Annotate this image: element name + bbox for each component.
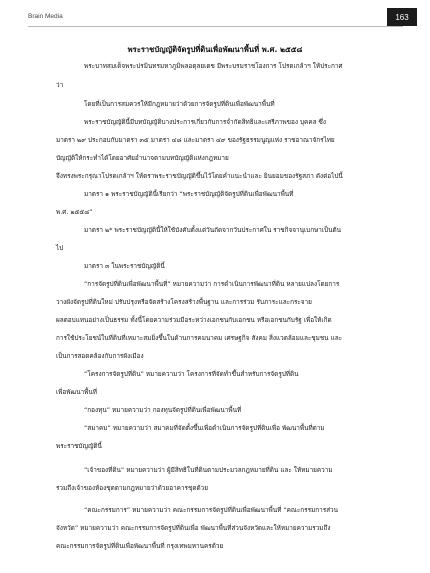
paragraph-line: “เจ้าของที่ดิน” หมายความว่า ผู้มีสิทธิในที่ดินตามประมวลกฎหมายที่ดิน และ ให้หมายความ xyxy=(84,466,333,474)
paragraph-line: ว่า xyxy=(56,81,64,89)
paragraph-line: มาตรา ๓ ในพระราชบัญญัตินี้ xyxy=(84,262,165,270)
paragraph-line: เป็นการสอดคล้องกับการผังเมือง xyxy=(56,352,144,360)
paragraph-line: พระราชบัญญัตินี้ xyxy=(56,442,102,450)
paragraph-line: บัญญัติให้กระทำได้โดยอาศัยอำนาจตามบทบัญญัติแห่งกฎหมาย xyxy=(56,154,229,162)
paragraph-line: “คณะกรรมการ” หมายความว่า คณะกรรมการจัดรูปที่ดินเพื่อพัฒนาพื้นที่ “คณะกรรมการส่วน xyxy=(84,506,338,514)
paragraph-line: มาตรา ๑ พระราชบัญญัตินี้เรียกว่า “พระราชบัญญัติจัดรูปที่ดินเพื่อพัฒนาพื้นที่ xyxy=(84,190,294,198)
paragraph-line: คณะกรรมการจัดรูปที่ดินเพื่อพัฒนาพื้นที่ กรุงเทพมหานครด้วย xyxy=(56,542,224,550)
header-divider xyxy=(28,26,403,27)
paragraph-line: “สมาคม” หมายความว่า สมาคมที่จัดตั้งขึ้นเพื่อดำเนินการจัดรูปที่ดินเพื่อ พัฒนาพื้นที่ตาม xyxy=(84,424,325,432)
paragraph-line: จังหวัด” หมายความว่า คณะกรรมการจัดรูปที่ดินเพื่อ พัฒนาพื้นที่ส่วนจังหวัดและให้หมายความรวมถึง xyxy=(56,524,331,532)
paragraph-line: มาตรา ๒๙ ประกอบกับมาตรา ๓๕ มาตรา ๔๘ และมาตรา ๔๙ ของรัฐธรรมนูญแห่ง ราชอาณาจักรไทย xyxy=(56,136,335,144)
paragraph-line: รวมถึงเจ้าของห้องชุดตามกฎหมายว่าด้วยอาคารชุดด้วย xyxy=(56,484,208,492)
page-number-badge: 163 xyxy=(387,8,417,26)
paragraph-line: พ.ศ. ๒๕๕๘” xyxy=(56,208,93,216)
paragraph-line: ผลตอบแทนอย่างเป็นธรรม ทั้งนี้โดยความร่วมมือระหว่างเอกชนกับเอกชน หรือเอกชนกับรัฐ เพื่อให้เกิด xyxy=(56,316,332,324)
paragraph-line: เพื่อพัฒนาพื้นที่ xyxy=(56,388,97,396)
paragraph-line: โดยที่เป็นการสมควรให้มีกฎหมายว่าด้วยการจัดรูปที่ดินเพื่อพัฒนาพื้นที่ xyxy=(84,100,275,108)
paragraph-line: วางผังจัดรูปที่ดินใหม่ ปรับปรุงหรือจัดสร้างโครงสร้างพื้นฐาน และการร่วม รับภาระและกระจาย xyxy=(56,298,312,306)
paragraph-line: มาตรา ๒* พระราชบัญญัตินี้ให้ใช้บังคับตั้งแต่วันถัดจากวันประกาศใน ราชกิจจานุเบกษาเป็นต้น xyxy=(84,226,341,234)
document-title: พระราชบัญญัติจัดรูปที่ดินเพื่อพัฒนาพื้นที่ พ.ศ. ๒๕๕๘ xyxy=(127,45,303,54)
paragraph-line: “กองทุน” หมายความว่า กองทุนจัดรูปที่ดินเพื่อพัฒนาพื้นที่ xyxy=(84,406,242,414)
paragraph-line: “โครงการจัดรูปที่ดิน” หมายความว่า โครงการที่จัดทำขึ้นสำหรับการจัดรูปที่ดิน xyxy=(84,370,299,378)
paragraph-line: จึงทรงพระกรุณาโปรดเกล้าฯ ให้ตราพระราชบัญญัติขึ้นไว้โดยคำแนะนำและ ยินยอมของรัฐสภา ดังต่อไปนี้ xyxy=(56,172,343,180)
paragraph-line: พระบาทสมเด็จพระปรมินทรมหาภูมิพลอดุลยเดช มีพระบรมราชโองการ โปรดเกล้าฯ ให้ประกาศ xyxy=(84,62,343,70)
paragraph-line: “การจัดรูปที่ดินเพื่อพัฒนาพื้นที่” หมายความว่า การดำเนินการพัฒนาที่ดิน หลายแปลงโดยการ xyxy=(84,280,340,288)
paragraph-line: พระราชบัญญัตินี้มีบทบัญญัติบางประการเกี่ยวกับการจำกัดสิทธิและเสรีภาพของ บุคคล ซึ่ง xyxy=(84,118,326,126)
paragraph-line: ไป xyxy=(56,244,64,252)
paragraph-line: การใช้ประโยชน์ในที่ดินที่เหมาะสมยิ่งขึ้นในด้านการคมนาคม เศรษฐกิจ สังคม สิ่งแวดล้อมและชุมชน และ xyxy=(56,334,343,342)
brand-label: Brain Media xyxy=(28,13,63,20)
